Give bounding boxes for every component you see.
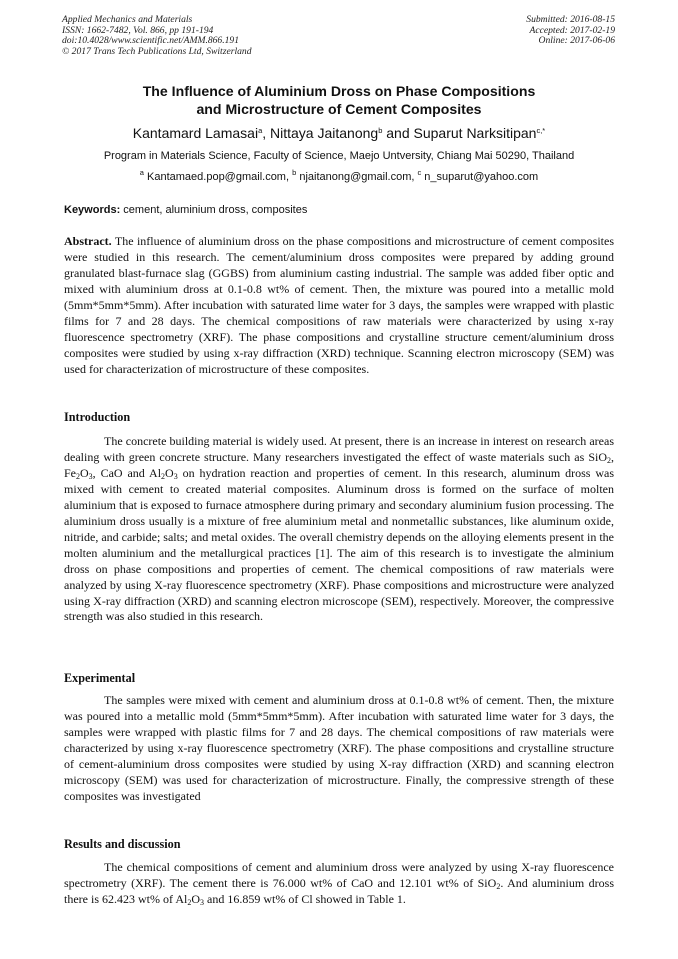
author-2-affil: b (378, 126, 383, 135)
author-separator: and (382, 125, 414, 141)
results-heading: Results and discussion (64, 837, 181, 851)
keywords-label: Keywords: (64, 204, 121, 216)
journal-copyright: © 2017 Trans Tech Publications Ltd, Switzerland (62, 45, 252, 57)
introduction-heading: Introduction (64, 410, 131, 424)
journal-info (62, 15, 252, 57)
abstract-label: Abstract. (64, 234, 112, 248)
email-1[interactable]: Kantamaed.pop@gmail.com, (143, 171, 293, 183)
subscript: 3 (200, 897, 204, 907)
results-text: . And aluminium dross there is 62.423 wt% of Al (64, 875, 614, 906)
author-3: Suparut Narksitipan (413, 125, 537, 141)
abstract-text: The influence of aluminium dross on the phase compositions and microstructure of cement composites were studied in this research. The cement/aluminium dross composites were prepared by adding ground granulated blast-furnace slag (GGBS) from aluminium casting industrial. The sample was added fiber optic and mixed with aluminium dross at 0.1-0.8 wt% of cement. Then, the mixture was poured into a metallic mold (5mm*5mm*5mm). After incubation with saturated lime water for 3 days, the samples were wrapped with plastic films for 7 and 28 days. The chemical compositions of raw materials were characterized by using x-ray fluorescence spectrometry (XRF). The phase compositions and crystalline structure cement/aluminium dross composites were studied by using x-ray diffraction (XRD) technique. Scanning electron microscopy (SEM) was used for characterization of microstructure of these composites. (64, 234, 614, 376)
publication-dates (526, 15, 615, 47)
subscript: 2 (161, 471, 166, 481)
email-list (40, 170, 638, 184)
intro-text: , Fe (64, 449, 614, 480)
experimental-text: The samples were mixed with cement and aluminium dross at 0.1-0.8 wt% of cement. Then, the mixture was poured into a metallic mold (5mm*5mm*5mm). After incubation with saturated lime water for 3 days, the samples were wrapped with plastic films for 7 and 28 days. The chemical compositions of raw materials were characterized by using x-ray fluorescence spectrometry (XRF). The phase compositions and crystalline structure of cement-aluminium dross composites were studied by using X-ray diffraction (XRD) and scanning electron microscopy (SEM) was used for characterization of microstructure. Finally, the compressive strength of these composites was investigated (64, 693, 614, 803)
author-separator: , (262, 125, 271, 141)
email-3-marker: c (417, 168, 422, 177)
results-text: The chemical compositions of cement and aluminium dross were analyzed by using X-ray fluorescence spectrometry (XRF). The cement there is 76.000 wt% of CaO and 12.101 wt% of SiO (64, 860, 614, 890)
title-line-1: The Influence of Aluminium Dross on Phase Compositions (142, 83, 536, 99)
email-1-marker: a (139, 168, 144, 177)
introduction-body (64, 434, 614, 625)
abstract (64, 234, 614, 378)
author-2: Nittaya Jaitanong (270, 125, 379, 141)
experimental-body (64, 693, 614, 805)
paper-title (40, 82, 638, 118)
results-text: and 16.859 wt% of Cl showed in Table 1. (204, 891, 406, 906)
author-list (40, 124, 638, 142)
keywords-text: cement, aluminium dross, composites (120, 204, 308, 216)
subscript: 2 (76, 471, 80, 481)
author-3-affil: c,* (536, 126, 546, 135)
subscript: 2 (496, 881, 501, 891)
affiliation: Program in Materials Science, Faculty of Science, Maejo Untversity, Chiang Mai 50290, Thailand (103, 150, 575, 162)
subscript: 2 (607, 455, 611, 465)
intro-text: O (165, 465, 174, 480)
results-body (64, 860, 614, 908)
intro-text: O (80, 465, 89, 480)
journal-issn: ISSN: 1662-7482, Vol. 866, pp 191-194 (62, 24, 214, 36)
email-3[interactable]: n_suparut@yahoo.com (421, 171, 539, 183)
email-2[interactable]: njaitanong@gmail.com, (296, 171, 418, 183)
journal-name: Applied Mechanics and Materials (62, 14, 193, 25)
subscript: 3 (173, 471, 178, 481)
online-date: Online: 2017-06-06 (538, 35, 615, 47)
subscript: 2 (187, 897, 192, 907)
author-1: Kantamard Lamasai (132, 125, 259, 141)
author-1-affil: a (258, 126, 263, 135)
intro-text: The concrete building material is widely used. At present, there is an increase in interest on research areas dealing with green concrete structure. Many researchers investigated the effect of waste materials such as SiO (64, 434, 614, 464)
title-line-2: and Microstructure of Cement Composites (196, 101, 482, 117)
submitted-date: Submitted: 2016-08-15 (526, 14, 615, 25)
intro-text: , CaO and Al (92, 465, 162, 480)
accepted-date: Accepted: 2017-02-19 (529, 24, 615, 36)
experimental-heading: Experimental (64, 671, 136, 685)
results-text: O (191, 891, 200, 906)
email-2-marker: b (292, 168, 297, 177)
keywords (64, 203, 307, 217)
intro-text: on hydration reaction and properties of cement. In this research, aluminum dross was mixed with cement to created material composites. Aluminum dross is formed on the surface of molten aluminium that is exposed to furnace atmosphere during primary and secondary aluminium fusion processing. The aluminium dross usually is a mixture of free aluminium metal and nonmetallic substances, like aluminum oxide, nitride, and carbide; salts; and metal oxides. The overall chemistry depends on the alloying elements present in the molten aluminium and the metallurgical practices [1]. The aim of this research is to investigate the alminium dross on phase compositions and properties of cement. The chemical compositions of raw materials were analyzed by using X-ray fluorescence spectrometry (XRF). Phase compositions and microstructure were analyzed using X-ray diffraction (XRD) and scanning electron microscope (SEM), respectively. Moreover, the compressive strength was also studied in this research. (64, 465, 614, 624)
journal-doi[interactable]: doi:10.4028/www.scientific.net/AMM.866.191 (62, 35, 240, 47)
subscript: 3 (88, 471, 93, 481)
